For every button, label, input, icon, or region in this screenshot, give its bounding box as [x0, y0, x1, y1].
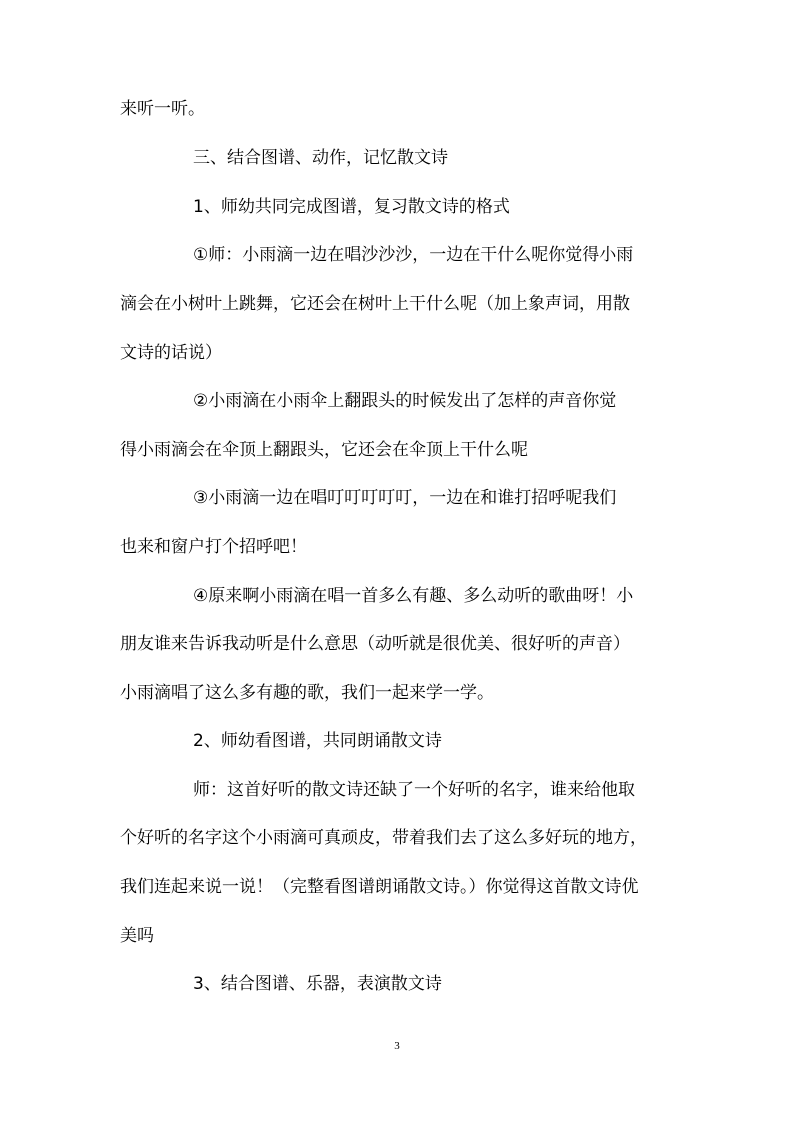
subheading: 1、师幼共同完成图谱，复习散文诗的格式 — [193, 197, 510, 217]
text-line: 个好听的名字这个小雨滴可真顽皮，带着我们去了这么多好玩的地方， — [120, 828, 647, 848]
text-line: 文诗的话说） — [120, 343, 222, 363]
text-line: 美吗 — [120, 926, 154, 946]
text-line: 小雨滴唱了这么多有趣的歌，我们一起来学一学。 — [120, 683, 494, 703]
text-line: ④原来啊小雨滴在唱一首多么有趣、多么动听的歌曲呀！小 — [193, 586, 634, 606]
text-line: ①师：小雨滴一边在唱沙沙沙，一边在干什么呢你觉得小雨 — [193, 245, 634, 265]
text-line: 师：这首好听的散文诗还缺了一个好听的名字，谁来给他取 — [193, 780, 635, 800]
text-line: ②小雨滴在小雨伞上翻跟头的时候发出了怎样的声音你觉 — [193, 391, 617, 411]
text-line: 来听一听。 — [120, 99, 205, 119]
text-line: 我们连起来说一说！（完整看图谱朗诵散文诗。）你觉得这首散文诗优 — [120, 877, 639, 897]
text-line: ③小雨滴一边在唱叮叮叮叮叮，一边在和谁打招呼呢我们 — [193, 488, 617, 508]
text-line: 也来和窗户打个招呼吧！ — [120, 537, 307, 557]
text-line: 得小雨滴会在伞顶上翻跟头，它还会在伞顶上干什么呢 — [120, 440, 528, 460]
text-line: 朋友谁来告诉我动听是什么意思（动听就是很优美、很好听的声音） — [120, 634, 630, 654]
page-number: 3 — [394, 1040, 400, 1052]
subheading: 2、师幼看图谱，共同朗诵散文诗 — [193, 731, 442, 751]
section-heading: 三、结合图谱、动作，记忆散文诗 — [193, 148, 448, 168]
text-line: 滴会在小树叶上跳舞，它还会在树叶上干什么呢（加上象声词，用散 — [120, 294, 630, 314]
subheading: 3、结合图谱、乐器，表演散文诗 — [193, 974, 442, 994]
